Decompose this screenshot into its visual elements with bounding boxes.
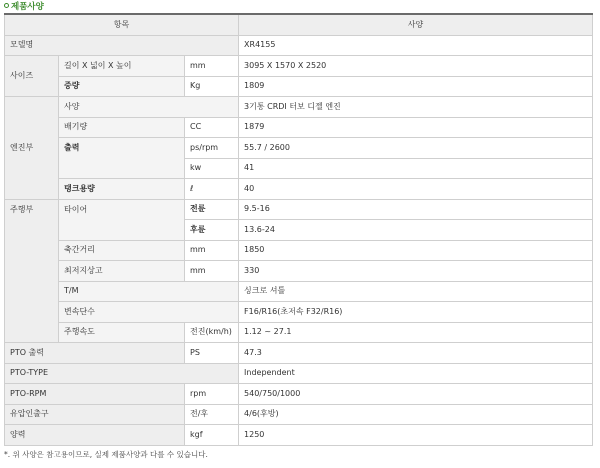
row-label: 중량	[59, 76, 185, 97]
row-label: 출력	[59, 138, 185, 179]
row-label: 변속단수	[59, 302, 239, 323]
row-unit: 전진(km/h)	[185, 322, 239, 343]
row-unit: mm	[185, 56, 239, 77]
row-value: 1879	[239, 117, 593, 138]
section-heading	[4, 1, 44, 13]
spec-table	[4, 13, 593, 446]
row-value: 9.5-16	[239, 199, 593, 220]
row-value: 4/6(후방)	[239, 404, 593, 425]
table-row	[5, 281, 593, 302]
row-value: 47.3	[239, 343, 593, 364]
table-row	[5, 363, 593, 384]
table-row	[5, 97, 593, 118]
row-unit: 전륜	[185, 199, 239, 220]
row-unit: kw	[185, 158, 239, 179]
row-value: 13.6-24	[239, 220, 593, 241]
row-label: PTO-TYPE	[5, 363, 239, 384]
row-value: 330	[239, 261, 593, 282]
row-label: 타이어	[59, 199, 185, 240]
row-label: 유압인출구	[5, 404, 185, 425]
row-value: 1850	[239, 240, 593, 261]
row-label: 최저지상고	[59, 261, 185, 282]
row-label: 배기량	[59, 117, 185, 138]
row-label: 축간거리	[59, 240, 185, 261]
circle-bullet-icon	[4, 3, 9, 8]
row-value: 3095 X 1570 X 2520	[239, 56, 593, 77]
row-group: 엔진부	[5, 97, 59, 200]
row-value: 1250	[239, 425, 593, 446]
row-value: 40	[239, 179, 593, 200]
table-row	[5, 199, 593, 220]
row-unit: CC	[185, 117, 239, 138]
row-value: 1.12 ~ 27.1	[239, 322, 593, 343]
row-value: 싱크로 셔틀	[239, 281, 593, 302]
section-heading-text: 제품사양	[11, 2, 44, 12]
table-row	[5, 384, 593, 405]
row-label: 사양	[59, 97, 239, 118]
row-value: F16/R16(초저속 F32/R16)	[239, 302, 593, 323]
table-row	[5, 117, 593, 138]
row-label: 길이 X 넓이 X 높이	[59, 56, 185, 77]
table-row	[5, 343, 593, 364]
table-row	[5, 425, 593, 446]
row-group: 주행부	[5, 199, 59, 343]
table-row	[5, 302, 593, 323]
table-row	[5, 35, 593, 56]
row-group: 사이즈	[5, 56, 59, 97]
row-value: 41	[239, 158, 593, 179]
row-label: 주행속도	[59, 322, 185, 343]
disclaimer-note: *. 위 사양은 참고용이므로, 실제 제품사양과 다를 수 있습니다.	[4, 450, 208, 459]
table-header-row	[5, 14, 593, 35]
row-unit: mm	[185, 261, 239, 282]
row-unit: mm	[185, 240, 239, 261]
table-row	[5, 56, 593, 77]
table-row	[5, 404, 593, 425]
row-value: 55.7 / 2600	[239, 138, 593, 159]
row-unit: 전/후	[185, 404, 239, 425]
row-label: 양력	[5, 425, 185, 446]
row-label: 모델명	[5, 35, 239, 56]
header-spec: 사양	[239, 14, 593, 35]
table-row	[5, 261, 593, 282]
row-unit: rpm	[185, 384, 239, 405]
row-value: 1809	[239, 76, 593, 97]
row-unit: 후륜	[185, 220, 239, 241]
table-row	[5, 240, 593, 261]
table-row	[5, 76, 593, 97]
row-label: T/M	[59, 281, 239, 302]
row-value: 3기통 CRDI 터보 디젤 엔진	[239, 97, 593, 118]
table-row	[5, 179, 593, 200]
row-value: Independent	[239, 363, 593, 384]
row-value: XR4155	[239, 35, 593, 56]
row-unit: ℓ	[185, 179, 239, 200]
table-row	[5, 322, 593, 343]
row-unit: PS	[185, 343, 239, 364]
row-label: PTO 출력	[5, 343, 185, 364]
header-item: 항목	[5, 14, 239, 35]
row-unit: ps/rpm	[185, 138, 239, 159]
row-value: 540/750/1000	[239, 384, 593, 405]
row-label: 탱크용량	[59, 179, 185, 200]
row-label: PTO-RPM	[5, 384, 185, 405]
row-unit: Kg	[185, 76, 239, 97]
row-unit: kgf	[185, 425, 239, 446]
table-row	[5, 138, 593, 159]
